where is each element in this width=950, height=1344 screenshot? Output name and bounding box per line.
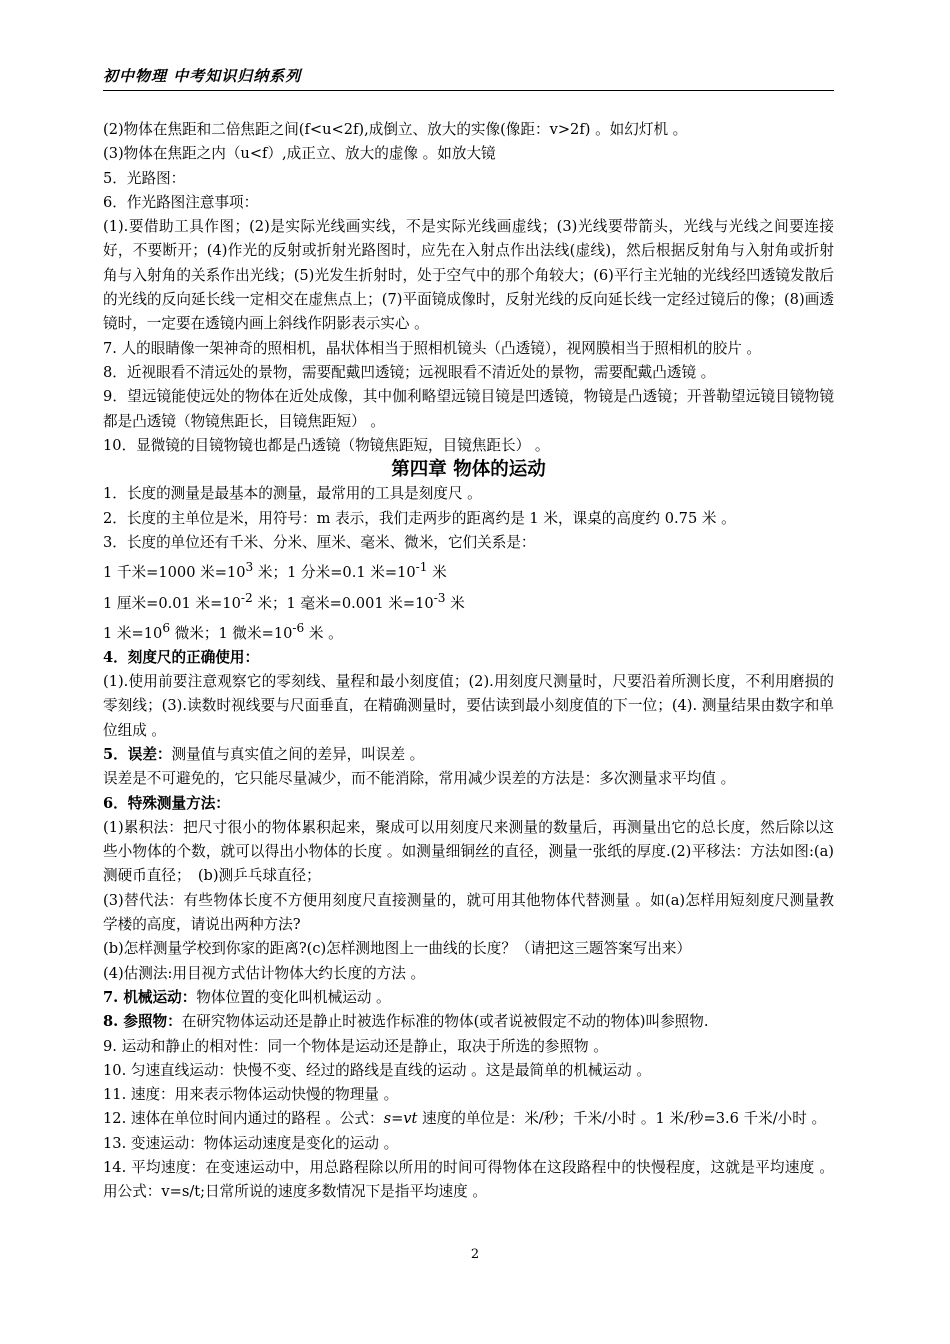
- text-line: 13. 变速运动：物体运动速度是变化的运动 。: [103, 1134, 399, 1152]
- text-line: 6．作光路图注意事项：: [103, 193, 259, 211]
- text-paragraph: (1).使用前要注意观察它的零刻线、量程和最小刻度值；(2).用刻度尺测量时，尺要沿着所测长度，不利用磨损的零刻线；(3).读数时视线要与尺面垂直，在精确测量时，要估读到最小刻度值的下一位；(4). 测量结果由数字和单位组成 。: [103, 673, 834, 739]
- text-line: 9. 运动和静止的相对性：同一个物体是运动还是静止，取决于所选的参照物 。: [103, 1037, 608, 1055]
- unit-relation-line: 1 千米=1000 米$=10^3$ 米；1 分米=0.1 米$=10^{-1}$ 米: [103, 560, 447, 582]
- text-paragraph: (1).要借助工具作图；(2)是实际光线画实线，不是实际光线画虚线；(3)光线要带箭头，光线与光线之间要连接好，不要断开；(4)作光的反射或折射光路图时，应先在入射点作出法线(虚线)，然后根据反射角与入射角或折射角与入射角的关系作出光线；(5)光发生折射时，处于空气中的那个角较大；(6)平行主光轴的光线经凹透镜发散后的光线的反向延长线一定相交在虚焦点上；(7)平面镜成像时，反射光线的反向延长线一定经过镜后的像；(8)画透镜时，一定要在透镜内画上斜线作阴影表示实心 。: [103, 218, 834, 333]
- text-line: (3)物体在焦距之内（u<f）,成正立、放大的虚像 。如放大镜: [103, 145, 496, 163]
- text-line: 3．长度的单位还有千米、分米、厘米、毫米、微米，它们关系是：: [103, 534, 536, 552]
- text-line: 1．长度的测量是最基本的测量，最常用的工具是刻度尺 。: [103, 485, 482, 503]
- unit-relation-line: 1 厘米=0.01 米$=10^{-2}$ 米；1 毫米=0.001 米$=10^{-3}$ 米: [103, 590, 465, 612]
- page-body: [103, 118, 834, 1205]
- section-heading: 6．特殊测量方法：: [103, 794, 230, 812]
- chapter-title: 第四章 物体的运动: [391, 459, 546, 481]
- text-line: 10．显微镜的目镜物镜也都是凸透镜（物镜焦距短，目镜焦距长） 。: [103, 436, 550, 454]
- text-line: 5．光路图：: [103, 169, 186, 187]
- text-line: 8．近视眼看不清远处的景物，需要配戴凹透镜；远视眼看不清近处的景物，需要配戴凸透镜 。: [103, 363, 716, 381]
- unit-relation-line: 1 米$=10^6$ 微米；1 微米$=10^{-6}$ 米 。: [103, 620, 343, 642]
- text-paragraph: (3)替代法：有些物体长度不方便用刻度尺直接测量的，就可用其他物体代替测量 。如(a)怎样用短刻度尺测量教学楼的高度，请说出两种方法?: [103, 891, 834, 934]
- text-line: 7. 机械运动：物体位置的变化叫机械运动 。: [103, 988, 391, 1006]
- text-line: 10. 匀速直线运动：快慢不变、经过的路线是直线的运动 。这是最简单的机械运动 。: [103, 1061, 651, 1079]
- text-line: (4)估测法:用目视方式估计物体大约长度的方法 。: [103, 964, 426, 982]
- page-header: [103, 64, 834, 91]
- text-line: (2)物体在焦距和二倍焦距之间(f<u<2f),成倒立、放大的实像(像距：v>2f) 。如幻灯机 。: [103, 121, 688, 138]
- text-paragraph: 12. 速体在单位时间内通过的路程 。公式：s=vt 速度的单位是：米/秒；千米/小时 。1 米/秒=3.6 千米/小时 。: [103, 1110, 827, 1128]
- page-number: 2: [470, 1247, 480, 1262]
- text-line: 误差是不可避免的，它只能尽量减少，而不能消除，常用减少误差的方法是：多次测量求平均值 。: [103, 770, 736, 788]
- text-line: 5．误差：测量值与真实值之间的差异，叫误差 。: [103, 746, 425, 763]
- text-line: 2．长度的主单位是米，用符号：m 表示，我们走两步的距离约是 1 米，课桌的高度约 0.75 米 。: [103, 509, 736, 527]
- text-line: 11. 速度：用来表示物体运动快慢的物理量 。: [103, 1086, 399, 1104]
- text-paragraph: 14. 平均速度：在变速运动中，用总路程除以所用的时间可得物体在这段路程中的快慢程度，这就是平均速度 。用公式：v=s/t;日常所说的速度多数情况下是指平均速度 。: [103, 1159, 834, 1201]
- text-line: (b)怎样测量学校到你家的距离?(c)怎样测地图上一曲线的长度？（请把这三题答案写出来）: [103, 940, 692, 958]
- section-heading: 4．刻度尺的正确使用：: [103, 648, 260, 666]
- text-line: 8. 参照物：在研究物体运动还是静止时被选作标准的物体(或者说被假定不动的物体)叫参照物.: [103, 1013, 709, 1031]
- text-paragraph: (1)累积法：把尺寸很小的物体累积起来，聚成可以用刻度尺来测量的数量后，再测量出它的总长度，然后除以这些小物体的个数，就可以得出小物体的长度 。如测量细铜丝的直径，测量一张纸的厚度.(2)平移法：方法如图:(a)测硬币直径； (b)测乒乓球直径；: [103, 818, 834, 885]
- text-line: 7. 人的眼睛像一架神奇的照相机，晶状体相当于照相机镜头（凸透镜），视网膜相当于照相机的胶片 。: [103, 339, 762, 357]
- text-paragraph: 9．望远镜能使远处的物体在近处成像，其中伽利略望远镜目镜是凹透镜，物镜是凸透镜；开普勒望远镜目镜物镜都是凸透镜（物镜焦距长，目镜焦距短） 。: [103, 388, 834, 430]
- header-title: 初中物理 中考知识归纳系列: [103, 67, 302, 85]
